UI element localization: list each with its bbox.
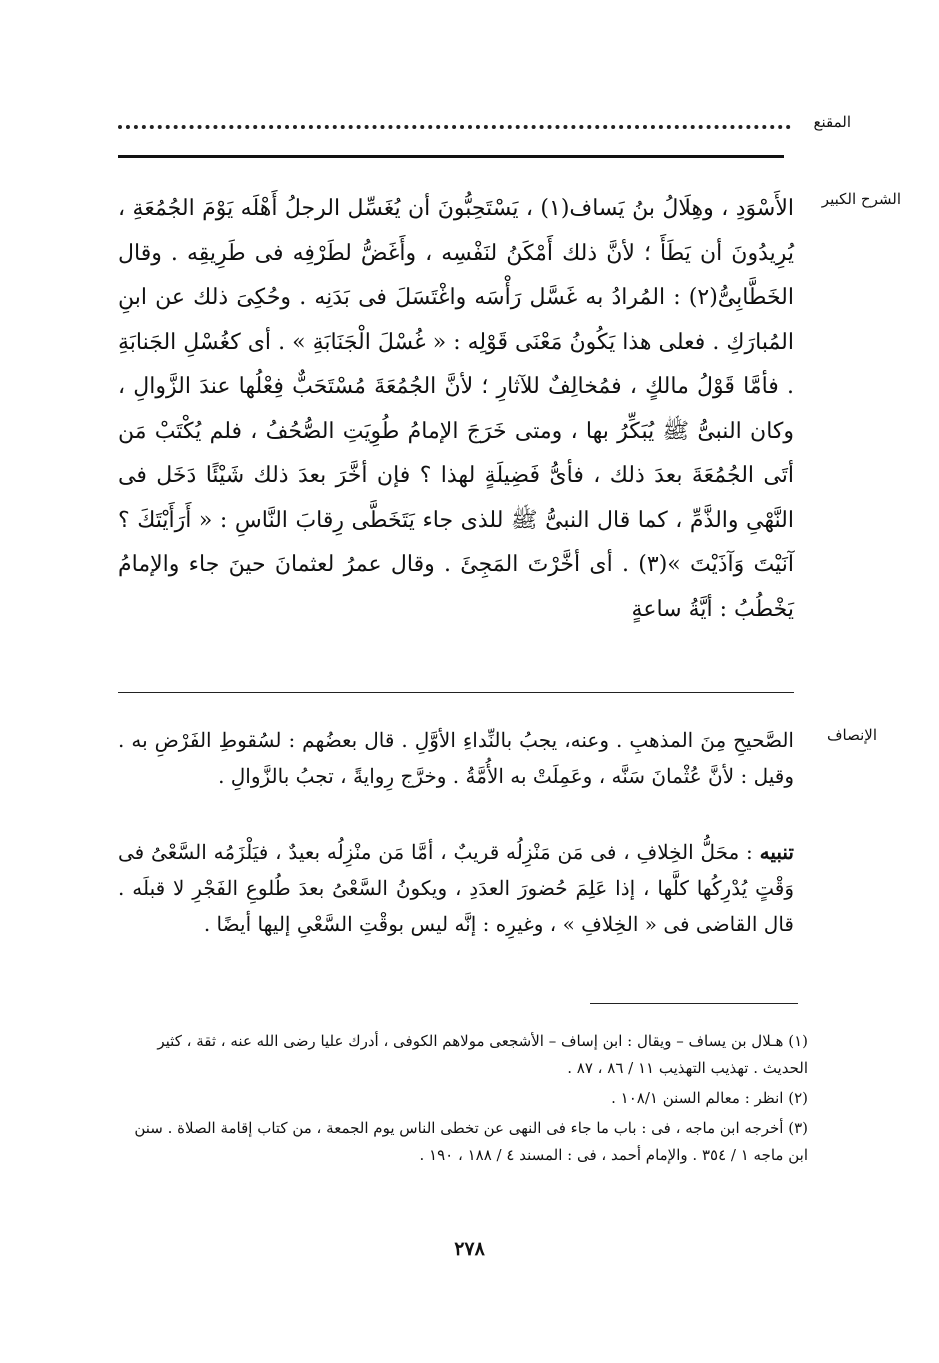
footnote-rule <box>590 1003 798 1004</box>
page-number: ٢٧٨ <box>454 1238 485 1260</box>
header-rule <box>118 155 784 158</box>
section-divider <box>118 692 794 693</box>
insaf-section-label: الإنصاف <box>826 726 877 744</box>
header-title: المقنع <box>813 113 851 131</box>
insaf-paragraph-1: الصَّحيحِ مِنَ المذهبِ . وعنه، يجبُ بالنِّداءِ الأوَّلِ . قال بعضُهم : لسُقوطِ الفَرْضِ به . وقيل : لأنَّ عُثْمانَ سَنَّه ، وعَمِلَتْ به الأُمَّةُ . وخرَّج رِوايةً ، تجبُ بالزَّوالِ . <box>118 728 794 788</box>
tanbih-text: : محَلُّ الخِلافِ ، فى مَن مَنْزِلُه قريبٌ ، أمَّا مَن منْزِلُه بعيدٌ ، فيَلْزَمُه السَّعْىُ فى وَقْتٍ يُدْرِكُها كلَّها ، إذا عَلِمَ حُضورَ العدَدِ ، ويكونُ السَّعْىُ بعدَ طُلوعِ الفَجْرِ لا قبلَه . قال القاضى فى « الخِلافِ » ، وغيرِه : إنَّه ليس بوقْتِ السَّعْىِ إليها أيضًا . <box>118 840 794 936</box>
footnote-1: (١) هـلال بن يساف – ويقال : ابن إساف – الأشجعى مولاهم الكوفى ، أدرك عليا رضى الله عنه ، ثقة ، كثير الحديث . تهذيب التهذيب ١١ / ٨٦ ، ٨٧ . <box>157 1032 808 1077</box>
sharh-section-label: الشرح الكبير <box>821 190 901 208</box>
footnote-3: (٣) أخرجه ابن ماجه ، فى : باب ما جاء فى النهى عن تخطى الناس يوم الجمعة ، من كتاب إقامة الصلاة . سنن ابن ماجه ١ / ٣٥٤ . والإمام أحمد ، فى : المسند ٤ / ١٨٨ ، ١٩٠ . <box>134 1119 808 1164</box>
header-dotted-leader <box>118 113 791 133</box>
tanbih-label: تنبيه <box>759 840 794 864</box>
sharh-text: الأَسْوَدِ ، وهِلَالُ بنُ يَساف(١) ، يَسْتَحِبُّونَ أن يُغَسِّل الرجلُ أَهْلَه يَوْمَ الجُمُعَةِ ، يُرِيدُونَ أن يَطَأَ ؛ لأنَّ ذلك أَمْكَنُ لنَفْسِه ، وأَغَضُّ لطَرْفِه فى طَرِيقِه . وقال الخَطَّابِىُّ(٢) : المُرادُ به غَسَّل رَأْسَه واغْتَسَلَ فى بَدَنِه . وحُكِىَ ذلك عن ابنِ المُبارَكِ . فعلى هذا يَكُونُ مَعْنَى قَوْلِه : « غُسْلَ الْجَنَابَةِ » . أى كغُسْلِ الجَنابَةِ . فأمَّا قَوْلُ مالكٍ ، فمُخالِفٌ للآثارِ ؛ لأنَّ الجُمُعَةَ مُسْتَحَبٌّ فِعْلُها عندَ الزَّوالِ ، وكان النبىُّ ﷺ يُبَكِّرُ بها ، ومتى خَرَجَ الإمامُ طُوِيَتِ الصُّحُفُ ، فلم يُكْتَبْ مَن أتَى الجُمُعَةَ بعدَ ذلك ، فأىُّ فَضِيلَةٍ لهذا ؟ فإن أخَّرَ بعدَ ذلك شَيْئًا دَخَل فى النَّهْىِ والذَّمِّ ، كما قال النبىُّ ﷺ للذى جاء يَتَخَطَّى رِقابَ النَّاسِ : « أَرَأَيْتَكَ ؟ آنَيْتَ وَآذَيْتَ »(٣) . أى أخَّرْتَ المَجِئَ . وقال عمرُ لعثمانَ حينَ جاء والإمامُ يَخْطُبُ : أيَّةُ ساعةٍ <box>118 196 795 622</box>
footnotes <box>118 1028 808 1169</box>
insaf-paragraph-2 <box>118 834 794 942</box>
footnote-2: (٢) انظر : معالم السنن ١٠٨/١ . <box>611 1089 808 1107</box>
